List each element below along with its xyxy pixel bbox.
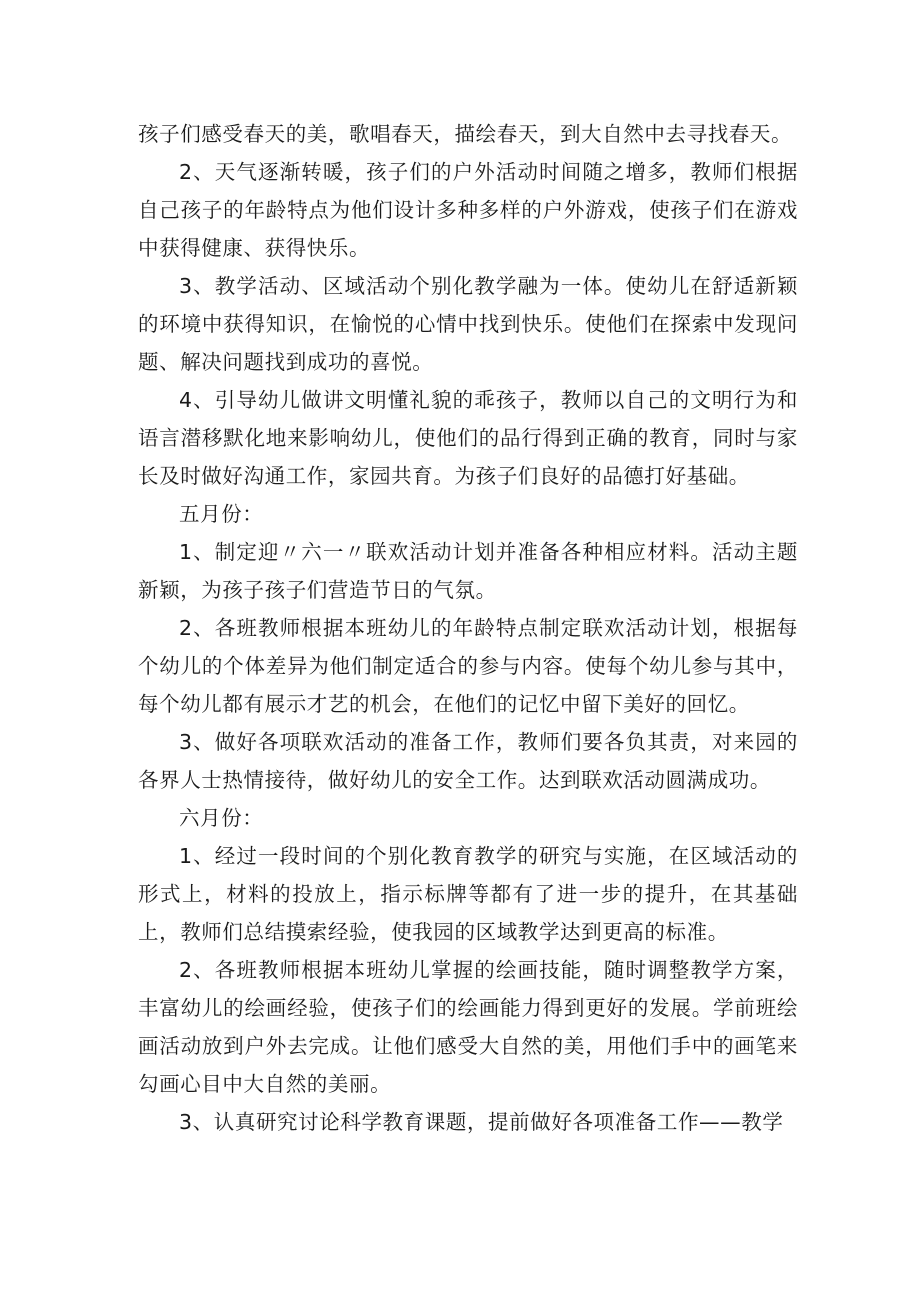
- paragraph: 3、教学活动、区域活动个别化教学融为一体。使幼儿在舒适新颖的环境中获得知识，在愉悦的心情中找到快乐。使他们在探索中发现问题、解决问题找到成功的喜悦。: [138, 274, 798, 374]
- paragraph: 2、天气逐渐转暖，孩子们的户外活动时间随之增多，教师们根据自己孩子的年龄特点为他们设计多种多样的户外游戏，使孩子们在游戏中获得健康、获得快乐。: [138, 160, 798, 260]
- paragraph: 3、认真研究讨论科学教育课题，提前做好各项准备工作——教学: [179, 1110, 784, 1134]
- paragraph: 3、做好各项联欢活动的准备工作，教师们要各负其责，对来园的各界人士热情接待，做好幼儿的安全工作。达到联欢活动圆满成功。: [138, 730, 798, 792]
- paragraph: 2、各班教师根据本班幼儿的年龄特点制定联欢活动计划，根据每个幼儿的个体差异为他们制定适合的参与内容。使每个幼儿参与其中，每个幼儿都有展示才艺的机会，在他们的记忆中留下美好的回忆。: [138, 616, 798, 716]
- paragraph: 孩子们感受春天的美，歌唱春天，描绘春天，到大自然中去寻找春天。: [138, 122, 793, 146]
- paragraph: 1、经过一段时间的个别化教育教学的研究与实施，在区域活动的形式上，材料的投放上，指示标牌等都有了进一步的提升，在其基础上，教师们总结摸索经验，使我园的区域教学达到更高的标准。: [138, 844, 798, 944]
- section-heading-may: 五月份：: [179, 502, 264, 526]
- paragraph: 2、各班教师根据本班幼儿掌握的绘画技能，随时调整教学方案，丰富幼儿的绘画经验，使孩子们的绘画能力得到更好的发展。学前班绘画活动放到户外去完成。让他们感受大自然的美，用他们手中的画笔来勾画心目中大自然的美丽。: [138, 958, 798, 1096]
- paragraph: 1、制定迎〃六一〃联欢活动计划并准备各种相应材料。活动主题新颖，为孩子孩子们营造节日的气氛。: [138, 540, 798, 602]
- section-heading-june: 六月份：: [179, 806, 264, 830]
- document-page: [138, 115, 798, 1141]
- paragraph: 4、引导幼儿做讲文明懂礼貌的乖孩子，教师以自己的文明行为和语言潜移默化地来影响幼儿，使他们的品行得到正确的教育，同时与家长及时做好沟通工作，家园共育。为孩子们良好的品德打好基础。: [138, 388, 798, 488]
